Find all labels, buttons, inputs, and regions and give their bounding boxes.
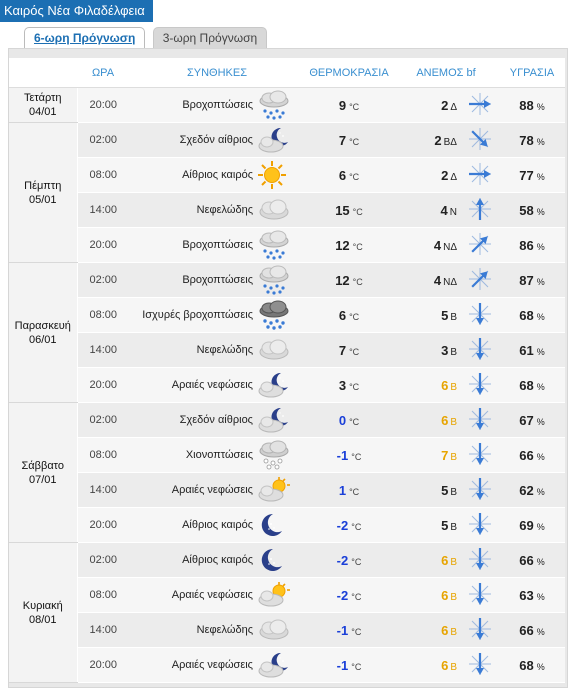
temperature-value (305, 298, 393, 333)
moon-cloud-icon (257, 123, 305, 158)
day-label (9, 123, 77, 263)
humidity-value (499, 193, 565, 228)
condition-label: Αραιές νεφώσεις (129, 368, 257, 403)
wind-direction: Β (450, 451, 457, 463)
day-label (9, 543, 77, 683)
temperature-value (305, 263, 393, 298)
table-row (9, 123, 565, 158)
wind-value (393, 473, 461, 508)
humidity-value (499, 158, 565, 193)
temp-number: 7 (338, 342, 347, 358)
humidity-value (499, 438, 565, 473)
temp-unit: °C (349, 136, 360, 147)
wind-value (393, 123, 461, 158)
condition-label: Βροχοπτώσεις (129, 263, 257, 298)
humidity-unit: % (536, 276, 545, 287)
wind-value (393, 88, 461, 123)
snow-cloud-icon (257, 438, 305, 473)
table-row (9, 508, 565, 543)
condition-label: Σχεδόν αίθριος (129, 123, 257, 158)
humidity-value (499, 123, 565, 158)
humidity-unit: % (536, 136, 545, 147)
table-row (9, 193, 565, 228)
condition-label: Νεφελώδης (129, 613, 257, 648)
arrow-north-icon (461, 193, 499, 228)
wind-beaufort: 5 (441, 482, 449, 498)
humidity-number: 62 (519, 482, 534, 498)
humidity-value (499, 543, 565, 578)
condition-label: Αίθριος καιρός (129, 158, 257, 193)
moon-cloud-icon (257, 368, 305, 403)
forecast-time: 14:00 (77, 193, 129, 228)
forecast-time: 02:00 (77, 403, 129, 438)
page-title: Καιρός Νέα Φιλαδέλφεια (0, 0, 153, 22)
forecast-time: 02:00 (77, 263, 129, 298)
wind-beaufort: 5 (441, 307, 449, 323)
humidity-unit: % (536, 206, 545, 217)
temperature-value (305, 578, 393, 613)
wind-value (393, 543, 461, 578)
table-row (9, 473, 565, 508)
day-date: 04/01 (28, 106, 57, 118)
table-row (9, 613, 565, 648)
temp-number: 15 (335, 202, 350, 218)
wind-direction: Β (450, 661, 457, 673)
condition-label: Ισχυρές βροχοπτώσεις (129, 298, 257, 333)
condition-label: Βροχοπτώσεις (129, 228, 257, 263)
temp-number: 9 (338, 97, 347, 113)
day-name: Τετάρτη (23, 92, 62, 104)
humidity-number: 87 (519, 272, 534, 288)
temperature-value (305, 473, 393, 508)
forecast-time: 08:00 (77, 158, 129, 193)
humidity-number: 68 (519, 307, 534, 323)
tab-3h-forecast[interactable]: 3-ωρη Πρόγνωση (153, 27, 268, 48)
temp-number: 12 (335, 237, 350, 253)
temperature-value (305, 193, 393, 228)
wind-value (393, 193, 461, 228)
wind-direction: Β (450, 416, 457, 428)
moon-cloud-icon (257, 403, 305, 438)
temp-unit: °C (352, 206, 363, 217)
day-date: 06/01 (28, 333, 57, 346)
forecast-time: 14:00 (77, 613, 129, 648)
temp-unit: °C (352, 241, 363, 252)
day-date: 05/01 (28, 193, 57, 206)
forecast-time: 14:00 (77, 473, 129, 508)
wind-direction: Β (450, 521, 457, 533)
arrow-south-icon (461, 333, 499, 368)
temperature-value (305, 438, 393, 473)
humidity-number: 86 (519, 237, 534, 253)
forecast-time: 20:00 (77, 228, 129, 263)
temp-number: 7 (338, 132, 347, 148)
temp-unit: °C (349, 171, 360, 182)
day-name: Πέμπτη (24, 179, 62, 192)
temp-number: 0 (338, 412, 347, 428)
wind-direction: ΝΔ (443, 276, 457, 288)
humidity-value (499, 403, 565, 438)
temp-number: -2 (336, 587, 349, 603)
wind-direction: Δ (450, 101, 457, 113)
temp-number: 12 (335, 272, 350, 288)
temperature-value (305, 88, 393, 123)
wind-beaufort: 6 (441, 622, 449, 638)
humidity-unit: % (536, 556, 545, 567)
humidity-value (499, 613, 565, 648)
table-row (9, 648, 565, 683)
moon-icon (257, 543, 305, 578)
day-label (9, 88, 77, 123)
temp-unit: °C (351, 556, 362, 567)
arrow-south-icon (461, 298, 499, 333)
humidity-unit: % (536, 521, 545, 532)
humidity-unit: % (536, 311, 545, 322)
humidity-number: 67 (519, 412, 534, 428)
humidity-unit: % (536, 101, 545, 112)
temperature-value (305, 543, 393, 578)
sun-icon (257, 158, 305, 193)
wind-direction: Ν (449, 206, 457, 218)
arrow-south-icon (461, 473, 499, 508)
heavy-rain-cloud-icon (257, 298, 305, 333)
header-wind: ΑΝΕΜΟΣ bf (393, 58, 499, 88)
day-name: Παρασκευή (14, 319, 71, 332)
wind-value (393, 263, 461, 298)
arrow-south-icon (461, 438, 499, 473)
humidity-number: 66 (519, 552, 534, 568)
temp-number: -1 (336, 622, 349, 638)
wind-direction: Β (450, 486, 457, 498)
table-row (9, 368, 565, 403)
rain-cloud-icon (257, 263, 305, 298)
arrow-south-icon (461, 368, 499, 403)
wind-beaufort: 5 (441, 517, 449, 533)
temperature-value (305, 403, 393, 438)
forecast-time: 02:00 (77, 543, 129, 578)
humidity-number: 66 (519, 447, 534, 463)
condition-label: Αραιές νεφώσεις (129, 578, 257, 613)
temperature-value (305, 368, 393, 403)
table-row (9, 263, 565, 298)
temp-unit: °C (349, 311, 360, 322)
wind-beaufort: 7 (441, 447, 449, 463)
wind-beaufort: 4 (433, 272, 442, 288)
forecast-time: 08:00 (77, 578, 129, 613)
humidity-number: 88 (519, 97, 534, 113)
humidity-value (499, 473, 565, 508)
sun-cloud-icon (257, 473, 305, 508)
wind-value (393, 508, 461, 543)
wind-beaufort: 6 (441, 552, 449, 568)
humidity-value (499, 88, 565, 123)
wind-value (393, 368, 461, 403)
temp-unit: °C (351, 451, 362, 462)
header-day (9, 58, 77, 88)
temp-unit: °C (349, 486, 360, 497)
wind-value (393, 298, 461, 333)
wind-value (393, 648, 461, 683)
temperature-value (305, 123, 393, 158)
temp-unit: °C (349, 101, 360, 112)
cloud-icon (257, 193, 305, 228)
temp-unit: °C (349, 381, 360, 392)
condition-label: Νεφελώδης (129, 333, 257, 368)
humidity-number: 69 (519, 517, 534, 533)
humidity-number: 63 (519, 587, 534, 603)
temperature-value (305, 228, 393, 263)
humidity-value (499, 648, 565, 683)
humidity-number: 66 (519, 622, 534, 638)
temp-number: 1 (338, 482, 347, 498)
humidity-value (499, 263, 565, 298)
wind-beaufort: 6 (441, 657, 449, 673)
humidity-unit: % (536, 346, 545, 357)
table-row (9, 88, 565, 123)
day-name: Κυριακή (22, 599, 63, 612)
condition-label: Αραιές νεφώσεις (129, 648, 257, 683)
day-name: Σάββατο (21, 459, 64, 472)
temp-unit: °C (351, 521, 362, 532)
humidity-unit: % (536, 451, 545, 462)
wind-direction: Β (450, 381, 457, 393)
arrow-south-icon (461, 648, 499, 683)
humidity-value (499, 228, 565, 263)
table-row (9, 298, 565, 333)
temp-number: -1 (336, 447, 349, 463)
wind-direction: Β (450, 346, 457, 358)
day-date: 07/01 (28, 473, 57, 486)
condition-label: Νεφελώδης (129, 193, 257, 228)
humidity-value (499, 578, 565, 613)
header-conditions: ΣΥΝΘΗΚΕΣ (129, 58, 305, 88)
wind-beaufort: 6 (441, 412, 449, 428)
table-header-row (9, 58, 565, 88)
temp-unit: °C (351, 661, 362, 672)
temp-number: -2 (336, 552, 349, 568)
table-row (9, 333, 565, 368)
forecast-time: 08:00 (77, 438, 129, 473)
humidity-unit: % (536, 626, 545, 637)
arrow-south-icon (461, 543, 499, 578)
humidity-value (499, 333, 565, 368)
arrow-northeast-icon (461, 228, 499, 263)
header-time: ΩΡΑ (77, 58, 129, 88)
condition-label: Σχεδόν αίθριος (129, 403, 257, 438)
wind-value (393, 333, 461, 368)
wind-beaufort: 4 (433, 237, 442, 253)
wind-value (393, 228, 461, 263)
wind-direction: Δ (450, 171, 457, 183)
arrow-south-icon (461, 508, 499, 543)
humidity-value (499, 298, 565, 333)
wind-beaufort: 2 (441, 167, 449, 183)
sun-cloud-icon (257, 578, 305, 613)
table-row (9, 403, 565, 438)
temp-number: -2 (336, 517, 349, 533)
temperature-value (305, 613, 393, 648)
humidity-number: 68 (519, 377, 534, 393)
table-row (9, 543, 565, 578)
wind-beaufort: 3 (441, 342, 449, 358)
wind-direction: Β (450, 556, 457, 568)
rain-cloud-icon (257, 88, 305, 123)
wind-value (393, 438, 461, 473)
temperature-value (305, 158, 393, 193)
forecast-time: 20:00 (77, 368, 129, 403)
cloud-icon (257, 613, 305, 648)
humidity-number: 78 (519, 132, 534, 148)
tab-6h-forecast[interactable]: 6-ωρη Πρόγνωση (24, 27, 145, 49)
day-label (9, 403, 77, 543)
rain-cloud-icon (257, 228, 305, 263)
forecast-time: 20:00 (77, 648, 129, 683)
temp-number: 6 (338, 307, 347, 323)
wind-direction: Β (450, 311, 457, 323)
condition-label: Αραιές νεφώσεις (129, 473, 257, 508)
arrow-east-icon (461, 158, 499, 193)
temp-unit: °C (352, 276, 363, 287)
wind-value (393, 158, 461, 193)
humidity-unit: % (536, 661, 545, 672)
temp-number: 6 (338, 167, 347, 183)
wind-beaufort: 6 (441, 377, 449, 393)
temp-number: -1 (336, 657, 349, 673)
forecast-time: 20:00 (77, 508, 129, 543)
moon-icon (257, 508, 305, 543)
temperature-value (305, 508, 393, 543)
forecast-time: 08:00 (77, 298, 129, 333)
humidity-unit: % (536, 416, 545, 427)
table-row (9, 578, 565, 613)
temp-unit: °C (351, 626, 362, 637)
condition-label: Βροχοπτώσεις (129, 88, 257, 123)
temp-number: 3 (338, 377, 347, 393)
wind-value (393, 613, 461, 648)
humidity-number: 61 (519, 342, 534, 358)
wind-direction: ΝΔ (443, 241, 457, 253)
forecast-tabs (24, 27, 271, 49)
condition-label: Αίθριος καιρός (129, 543, 257, 578)
wind-direction: ΒΔ (443, 136, 457, 148)
arrow-east-icon (461, 88, 499, 123)
wind-beaufort: 2 (441, 97, 449, 113)
header-humidity: ΥΓΡΑΣΙΑ (499, 58, 565, 88)
arrow-southeast-icon (461, 123, 499, 158)
table-row (9, 438, 565, 473)
temperature-value (305, 333, 393, 368)
forecast-time: 20:00 (77, 88, 129, 123)
wind-beaufort: 2 (434, 132, 442, 148)
temp-unit: °C (349, 416, 360, 427)
wind-beaufort: 4 (440, 202, 448, 218)
wind-value (393, 578, 461, 613)
humidity-number: 68 (519, 657, 534, 673)
humidity-value (499, 508, 565, 543)
humidity-unit: % (536, 381, 545, 392)
forecast-time: 02:00 (77, 123, 129, 158)
day-date: 08/01 (28, 613, 57, 626)
condition-label: Χιονοπτώσεις (129, 438, 257, 473)
temp-unit: °C (351, 591, 362, 602)
header-temperature: ΘΕΡΜΟΚΡΑΣΙΑ (305, 58, 393, 88)
wind-beaufort: 6 (441, 587, 449, 603)
arrow-south-icon (461, 578, 499, 613)
wind-direction: Β (450, 591, 457, 603)
table-row (9, 158, 565, 193)
humidity-unit: % (536, 241, 545, 252)
forecast-time: 14:00 (77, 333, 129, 368)
arrow-south-icon (461, 403, 499, 438)
humidity-unit: % (536, 486, 545, 497)
humidity-unit: % (536, 171, 545, 182)
humidity-number: 77 (519, 167, 534, 183)
temp-unit: °C (349, 346, 360, 357)
humidity-value (499, 368, 565, 403)
moon-cloud-icon (257, 648, 305, 683)
table-row (9, 228, 565, 263)
humidity-unit: % (536, 591, 545, 602)
temperature-value (305, 648, 393, 683)
cloud-icon (257, 333, 305, 368)
forecast-table (9, 58, 565, 683)
wind-value (393, 403, 461, 438)
arrow-northeast-icon (461, 263, 499, 298)
wind-direction: Β (450, 626, 457, 638)
day-label (9, 263, 77, 403)
humidity-number: 58 (519, 202, 534, 218)
arrow-south-icon (461, 613, 499, 648)
condition-label: Αίθριος καιρός (129, 508, 257, 543)
